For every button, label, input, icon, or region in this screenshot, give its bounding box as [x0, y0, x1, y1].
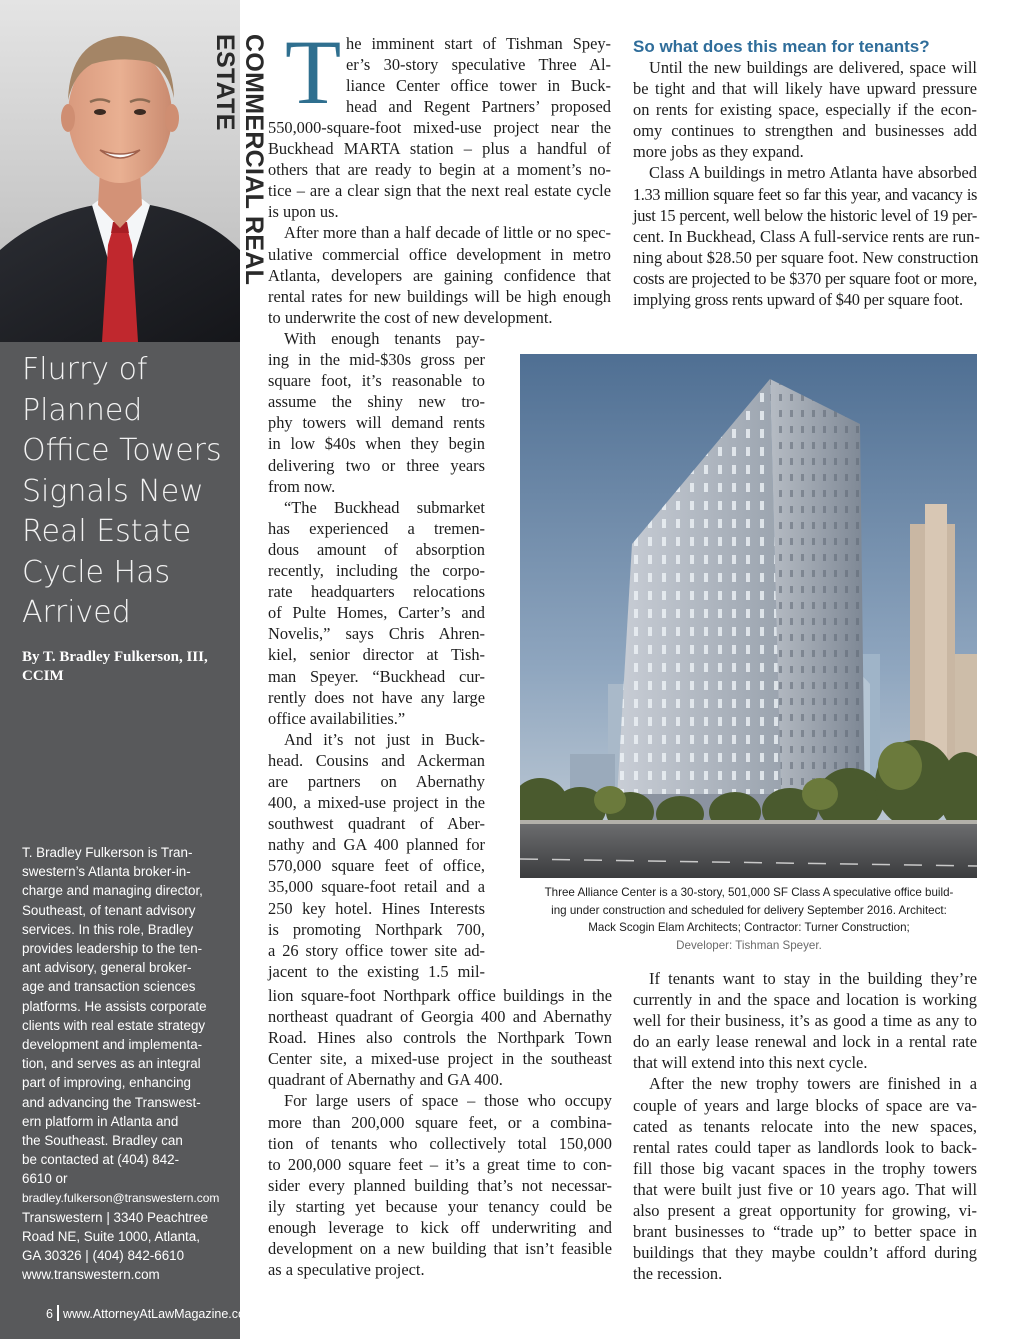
building-photo [520, 354, 977, 878]
byline-line: CCIM [22, 668, 64, 684]
byline-line: By T. Bradley Fulkerson, III, [22, 649, 208, 665]
text-line: rate headquarters relocations [268, 582, 485, 602]
author-byline [22, 648, 232, 686]
text-line: on rents for existing space, especially if the econ- [633, 100, 977, 120]
text-line: others that are ready to begin at a moment’s no- [268, 160, 611, 180]
text-line: he imminent start of Tishman Spey- [346, 34, 611, 53]
text-line: liance Center office tower in Buck- [346, 76, 611, 96]
text-line: Atlanta, developers are gaining confidence that [268, 265, 611, 285]
bio-contact-line: Transwestern | 3340 Peachtree [22, 1209, 209, 1225]
caption-line: ing under construction and scheduled for delivery September 2016. Architect: [551, 903, 947, 917]
text-line: After more than a half decade of little or no spec- [284, 223, 611, 243]
article-col1-lower [268, 985, 612, 1280]
article-col2-upper [633, 36, 980, 310]
section-label [0, 0, 268, 342]
text-line: is promoting Northpark 700, [268, 919, 485, 939]
bio-line: charge and managing director, [22, 883, 203, 899]
text-line: of Pulte Homes, Carter’s and [268, 603, 485, 623]
bio-line: Southeast, of tenant advisory [22, 902, 196, 918]
drop-cap: T [285, 21, 342, 123]
bio-contact-line: GA 30326 | (404) 842-6610 [22, 1248, 185, 1264]
text-line: head. Cousins and Ackerman [268, 750, 485, 770]
text-line: are partners on Abernathy [268, 771, 485, 791]
text-line: er’s 30-story speculative Three Al- [346, 55, 611, 75]
text-line: quadrant of Abernathy and GA 400. [268, 1070, 503, 1090]
headline-line: Flurry of [22, 352, 148, 387]
text-line: couple of years and large blocks of space are va- [633, 1095, 977, 1115]
text-line: recently, including the corpo- [268, 561, 485, 581]
text-line: 250 key hotel. Hines Interests [268, 898, 485, 918]
text-line: office availabilities.” [268, 708, 406, 728]
section-label-text: COMMERCIAL REAL ESTATE [211, 34, 268, 285]
text-line: development on a new building that isn’t feasible [268, 1239, 612, 1259]
author-bio [22, 843, 232, 1285]
text-line: nathy and GA 400 planned for [268, 835, 485, 855]
text-line: head and Regent Partners’ proposed [346, 97, 611, 117]
bio-line: provides leadership to the ten- [22, 941, 203, 957]
bio-line: platforms. He assists corporate [22, 998, 207, 1014]
text-line: to underwrite the cost of new development. [268, 307, 553, 327]
article-col1-narrow [268, 328, 485, 982]
headline-line: Signals New [22, 473, 204, 509]
text-line: a 26 story office tower site ad- [268, 940, 485, 960]
caption-line: Three Alliance Center is a 30-story, 501,000 SF Class A speculative office build- [544, 886, 954, 899]
text-line: northeast quadrant of Georgia 400 and Abernathy [268, 1007, 612, 1027]
text-line: has experienced a tremen- [268, 518, 485, 538]
bio-line: development and implementa- [22, 1037, 203, 1053]
text-line: more than 200,000 square feet, or a combina- [268, 1112, 612, 1132]
text-line: man Speyer. “Buckhead cur- [268, 666, 485, 686]
text-line: costs are projected to be $370 per square foot or more, [633, 268, 977, 288]
text-line: cated as tenants relocate into the new spaces, [633, 1116, 977, 1136]
caption-developer: Developer: Tishman Speyer. [676, 938, 822, 952]
bio-line: and advancing the Transwest- [22, 1094, 201, 1110]
text-line: rently does not have any large [268, 687, 485, 707]
section-subhead: So what does this mean for tenants? [633, 37, 930, 56]
text-line: Novelis,” says Chris Ahren- [268, 624, 485, 644]
text-line: delivering two or three years [268, 455, 485, 475]
text-line: fill those big vacant spaces in the trophy towers [633, 1158, 977, 1178]
bio-line: T. Bradley Fulkerson is Tran- [22, 845, 193, 860]
text-line: just 15 percent, well below the historic level of 19 per- [633, 205, 977, 225]
text-line: rental rates for new buildings will be high enough [268, 286, 611, 306]
text-line: buildings that they maybe couldn’t afford during [633, 1243, 977, 1263]
text-line: implying gross rents upward of $40 per square foot. [633, 290, 963, 310]
text-line: ulative commercial office development in metro [268, 244, 611, 264]
caption-line: Mack Scogin Elam Architects; Contractor: Turner Construction; [588, 921, 910, 934]
text-line: in low $40s when they begin [268, 434, 485, 454]
company-website-link[interactable]: www.transwestern.com [22, 1267, 160, 1283]
text-line: jacent to the existing 1.5 mil- [268, 961, 485, 981]
text-line: 550,000-square-foot mixed-use project near the [268, 118, 611, 137]
text-line: lion square-foot Northpark office buildings in the [268, 986, 612, 1005]
text-line: also present a great opportunity for growing, vi- [633, 1201, 977, 1221]
text-line: brant businesses to “trade up” to better space in [633, 1222, 977, 1242]
bio-line: 6610 or [22, 1171, 68, 1187]
magazine-website-link[interactable]: www.AttorneyAtLawMagazine.com [62, 1307, 256, 1321]
article-headline [22, 350, 232, 634]
text-line: phy towers will demand rents [268, 413, 485, 433]
bio-line: ant advisory, general broker- [22, 960, 192, 976]
text-line: cent. In Buckhead, Class A full-service rents are run- [633, 226, 980, 246]
text-line: omy continues to strengthen and businesses add [633, 121, 977, 141]
text-line: ily starting yet because your tenancy could be [268, 1196, 612, 1216]
headline-line: Planned [22, 392, 143, 428]
author-email-link[interactable]: bradley.fulkerson@transwestern.com [22, 1190, 220, 1205]
text-line: well for their business, it’s as good a time as any to [633, 1011, 977, 1031]
footer-divider [57, 1305, 59, 1321]
text-line: kiel, senior director at Tish- [268, 645, 485, 665]
bio-line: swestern’s Atlanta broker-in- [22, 864, 191, 880]
text-line: After the new trophy towers are finished in a [649, 1074, 977, 1094]
text-line: southwest quadrant of Aber- [268, 814, 485, 834]
text-line: that were built just five or 10 years ago. That will [633, 1179, 977, 1199]
bio-line: the Southeast. Bradley can [22, 1133, 183, 1149]
article-intro-dropcap-lines [346, 33, 611, 117]
three-alliance-center-rendering [520, 354, 977, 878]
text-line: Class A buildings in metro Atlanta have absorbed [649, 163, 977, 183]
text-line: that will extend into this next cycle. [633, 1053, 868, 1073]
bio-line: be contacted at (404) 842- [22, 1152, 180, 1168]
bio-line: ern platform in Atlanta and [22, 1113, 179, 1129]
text-line: If tenants want to stay in the building they’re [649, 969, 977, 988]
text-line: be tight and that will likely have upward pressure [633, 79, 977, 99]
text-line: dous amount of absorption [268, 539, 485, 559]
bio-line: age and transaction sciences [22, 979, 196, 995]
text-line: Until the new buildings are delivered, space will [649, 58, 977, 77]
text-line: do an early lease renewal and lock in a rental rate [633, 1032, 977, 1052]
headline-line: Office Towers [22, 433, 222, 468]
text-line: assume the shiny new tro- [268, 392, 485, 412]
text-line: 35,000 square-foot retail and a [268, 877, 485, 897]
page-footer [46, 1305, 255, 1321]
article-col1-upper [268, 117, 611, 328]
text-line: Road. Hines also controls the Northpark Town [268, 1028, 612, 1048]
text-line: is upon us. [268, 202, 339, 222]
bio-line: clients with real estate strategy [22, 1017, 206, 1033]
text-line: enough leverage to kick off underwriting and [268, 1218, 612, 1238]
headline-line: Cycle Has [22, 554, 171, 590]
bio-line: services. In this role, Bradley [22, 921, 194, 937]
photo-caption [516, 884, 982, 954]
text-line: sider every planned building that’s not necessar- [268, 1175, 612, 1195]
page-number: 6 [46, 1307, 53, 1321]
text-line: from now. [268, 476, 336, 496]
text-line: rental rates could taper as landlords look to back- [633, 1137, 977, 1157]
text-line: With enough tenants pay- [284, 329, 485, 348]
text-line: more jobs as they expand. [633, 142, 804, 162]
text-line: tice – are a clear sign that the next real estate cycle [268, 181, 611, 201]
text-line: square foot, it’s reasonable to [268, 371, 485, 391]
bio-contact-line: Road NE, Suite 1000, Atlanta, [22, 1229, 200, 1245]
sidebar [0, 0, 268, 1339]
bio-line: part of improving, enhancing [22, 1075, 191, 1091]
headline-line: Arrived [22, 595, 131, 630]
bio-line: tion, and serves as an integral [22, 1056, 201, 1072]
text-line: tion of tenants who collectively total 150,000 [268, 1133, 612, 1153]
text-line: Center site, a mixed-use project in the southeast [268, 1049, 612, 1069]
text-line: For large users of space – those who occupy [284, 1091, 612, 1111]
text-line: currently in and the space and location is working [633, 990, 977, 1010]
article-col2-lower [633, 968, 977, 1284]
text-line: ing in the mid-$30s gross per [268, 350, 485, 370]
text-line: ning about $28.50 per square foot. New construction [633, 247, 979, 267]
text-line: Buckhead MARTA station – plus a handful of [268, 139, 611, 159]
text-line: the recession. [633, 1264, 723, 1284]
text-line: 400, a mixed-use project in the [268, 793, 485, 813]
text-line: “The Buckhead submarket [284, 497, 485, 517]
text-line: 1.33 million square feet so far this year, and vacancy is [633, 184, 977, 204]
headline-line: Real Estate [22, 514, 192, 549]
text-line: as a speculative project. [268, 1260, 425, 1280]
text-line: to 200,000 square feet – it’s a great time to con- [268, 1154, 612, 1174]
text-line: 570,000 square feet of office, [268, 856, 485, 876]
text-line: And it’s not just in Buck- [284, 729, 485, 749]
